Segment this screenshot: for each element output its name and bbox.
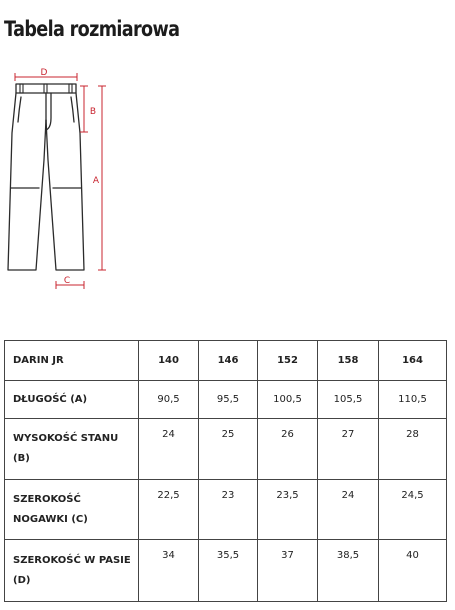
table-cell: 35,5 (199, 540, 258, 602)
table-cell: 37 (258, 540, 318, 602)
table-cell: 26 (258, 419, 318, 480)
table-cell: 28 (379, 419, 447, 480)
table-cell: 27 (318, 419, 379, 480)
waistband (16, 84, 76, 93)
table-cell: 38,5 (318, 540, 379, 602)
table-cell: 24 (139, 419, 199, 480)
trousers-diagram (0, 60, 120, 295)
table-cell: 40 (379, 540, 447, 602)
table-row-length (5, 381, 447, 419)
dimension-a-label: A (92, 176, 100, 186)
table-row-leg-width (5, 480, 447, 540)
dimension-b-label: B (89, 107, 97, 117)
size-header: 158 (318, 341, 379, 381)
left-pocket (18, 97, 21, 122)
trousers-outline (8, 84, 84, 270)
table-cell: 95,5 (199, 381, 258, 419)
table-cell: 34 (139, 540, 199, 602)
size-header: 140 (139, 341, 199, 381)
page-title: Tabela rozmiarowa (4, 17, 180, 41)
table-row-rise (5, 419, 447, 480)
row-label: SZEROKOŚĆ NOGAWKI (C) (5, 480, 139, 540)
table-row-waist (5, 540, 447, 602)
dimension-d-label: D (40, 68, 48, 78)
size-header: 146 (199, 341, 258, 381)
size-header: 164 (379, 341, 447, 381)
table-cell: 100,5 (258, 381, 318, 419)
table-header-row (5, 341, 447, 381)
left-leg (8, 93, 46, 270)
right-leg (46, 93, 84, 270)
table-cell: 90,5 (139, 381, 199, 419)
row-label: SZEROKOŚĆ W PASIE (D) (5, 540, 139, 602)
table-cell: 23,5 (258, 480, 318, 540)
row-label: DŁUGOŚĆ (A) (5, 381, 139, 419)
table-cell: 105,5 (318, 381, 379, 419)
table-cell: 22,5 (139, 480, 199, 540)
table-cell: 25 (199, 419, 258, 480)
right-pocket (71, 97, 74, 122)
size-table (4, 340, 447, 602)
dimension-c-label: C (63, 276, 71, 286)
model-name: DARIN JR (5, 341, 139, 381)
row-label: WYSOKOŚĆ STANU (B) (5, 419, 139, 480)
table-cell: 110,5 (379, 381, 447, 419)
table-cell: 24 (318, 480, 379, 540)
belt-loops (20, 84, 72, 93)
table-cell: 24,5 (379, 480, 447, 540)
table-cell: 23 (199, 480, 258, 540)
size-header: 152 (258, 341, 318, 381)
